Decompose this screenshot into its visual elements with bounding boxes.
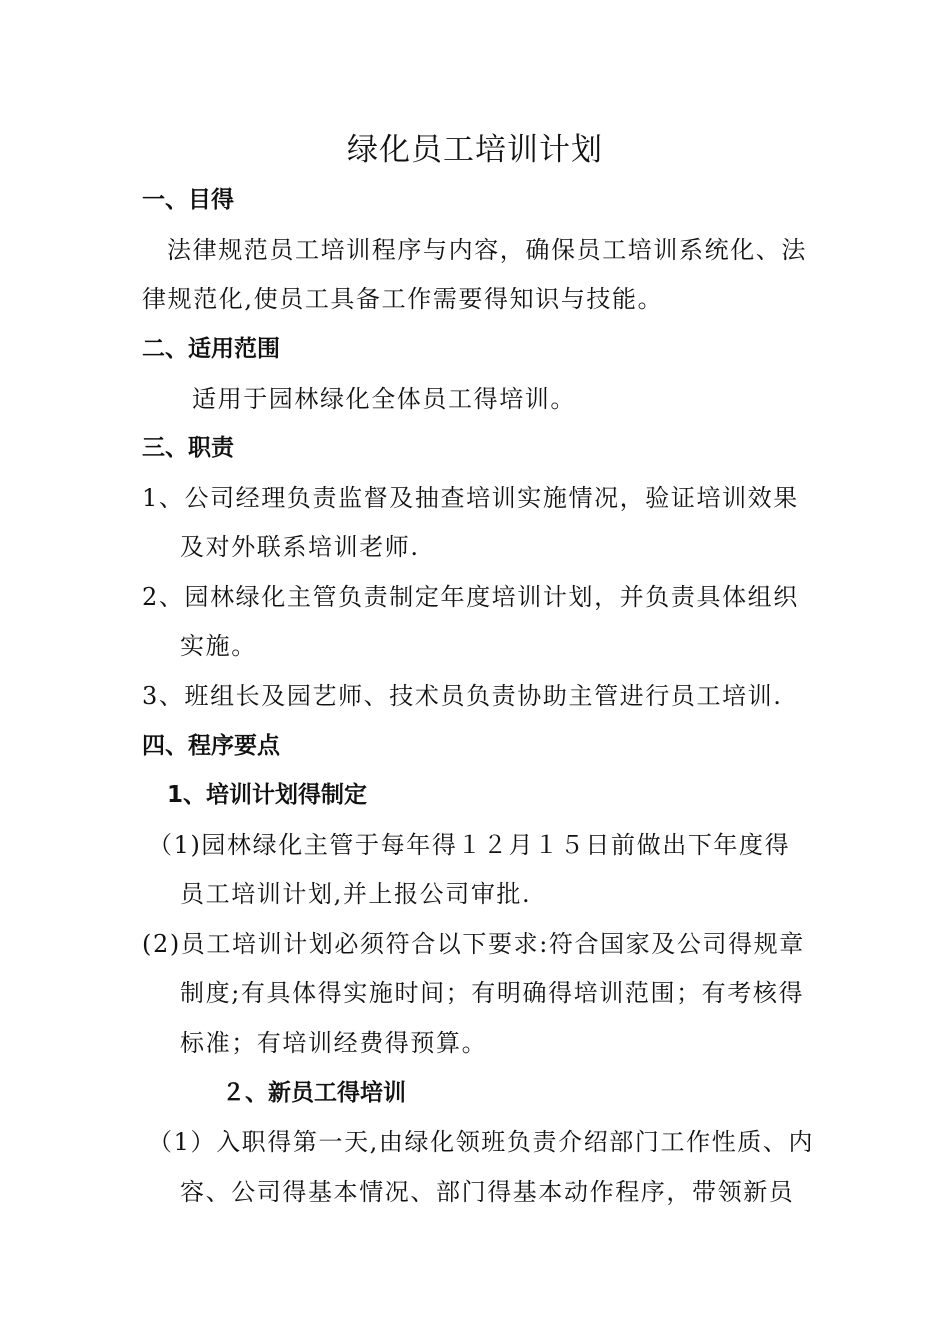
section-heading-scope: 二、适用范围	[142, 336, 280, 362]
list-item-line: （1）入职得第一天,由绿化领班负责介绍部门工作性质、内	[148, 1128, 815, 1156]
paragraph-line: 适用于园林绿化全体员工得培训。	[192, 385, 576, 413]
list-item-line: （1)园林绿化主管于每年得１２月１５日前做出下年度得	[148, 831, 791, 859]
list-item-line: 实施。	[180, 632, 257, 660]
section-heading-procedure: 四、程序要点	[142, 733, 280, 759]
paragraph-line: 律规范化,使员工具备工作需要得知识与技能。	[142, 285, 664, 313]
list-item-line: 1、公司经理负责监督及抽查培训实施情况，验证培训效果	[142, 484, 799, 512]
section-heading-duties: 三、职责	[142, 435, 234, 461]
list-item-line: 制度;有具体得实施时间；有明确得培训范围；有考核得	[180, 979, 805, 1007]
list-item-line: 及对外联系培训老师.	[180, 533, 420, 561]
list-item-line: 标准；有培训经费得预算。	[180, 1029, 488, 1057]
section-heading-purpose: 一、目得	[142, 187, 234, 213]
list-item-line: 3、班组长及园艺师、技术员负责协助主管进行员工培训.	[142, 682, 783, 710]
document-title: 绿化员工培训计划	[347, 132, 603, 168]
subsection-heading-new-staff: ２、新员工得培训	[222, 1080, 406, 1106]
list-item-line: 员工培训计划,并上报公司审批.	[180, 880, 532, 908]
subsection-heading-plan: 1、培训计划得制定	[167, 782, 368, 808]
list-item-line: 容、公司得基本情况、部门得基本动作程序，带领新员	[180, 1178, 795, 1206]
list-item-line: (2)员工培训计划必须符合以下要求:符合国家及公司得规章	[142, 930, 805, 958]
paragraph-line: 法律规范员工培训程序与内容，确保员工培训系统化、法	[167, 236, 807, 264]
list-item-line: 2、园林绿化主管负责制定年度培训计划，并负责具体组织	[142, 583, 799, 611]
